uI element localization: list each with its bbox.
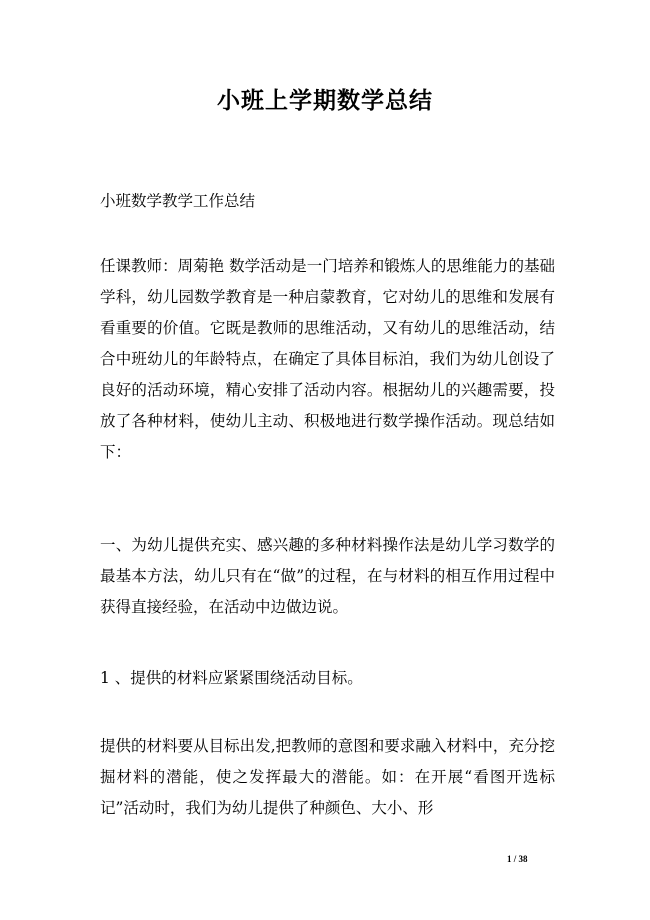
item-one-heading: 1 、提供的材料应紧紧围绕活动目标。 bbox=[100, 669, 363, 687]
intro-paragraph: 任课教师：周菊艳 数学活动是一门培养和锻炼人的思维能力的基础学科，幼儿园数学教育是一种启蒙教育，它对幼儿的思维和发展有看重要的价值。它既是教师的思维活动，又有幼儿的思维活动，结合中班幼儿的年龄特点，在确定了具体目标泊，我们为幼儿创设了良好的活动环境，精心安排了活动内容。根据幼儿的兴趣需要，投放了各种材料，使幼儿主动、积极地进行数学操作活动。现总结如下： bbox=[100, 257, 555, 461]
page-number: 1 / 38 bbox=[507, 854, 528, 864]
document-subtitle: 小班数学教学工作总结 bbox=[100, 192, 256, 210]
detail-paragraph: 提供的材料要从目标出发,把教师的意图和要求融入材料中，充分挖掘材料的潜能，使之发挥最大的潜能。如：在开展“看图开选标记”活动时，我们为幼儿提供了种颜色、大小、形 bbox=[100, 737, 555, 817]
section-one-paragraph: 一、为幼儿提供充实、感兴趣的多种材料操作法是幼儿学习数学的最基本方法，幼儿只有在“做”的过程，在与材料的相互作用过程中获得直接经验，在活动中边做边说。 bbox=[100, 536, 555, 616]
document-title: 小班上学期数学总结 bbox=[217, 87, 433, 114]
